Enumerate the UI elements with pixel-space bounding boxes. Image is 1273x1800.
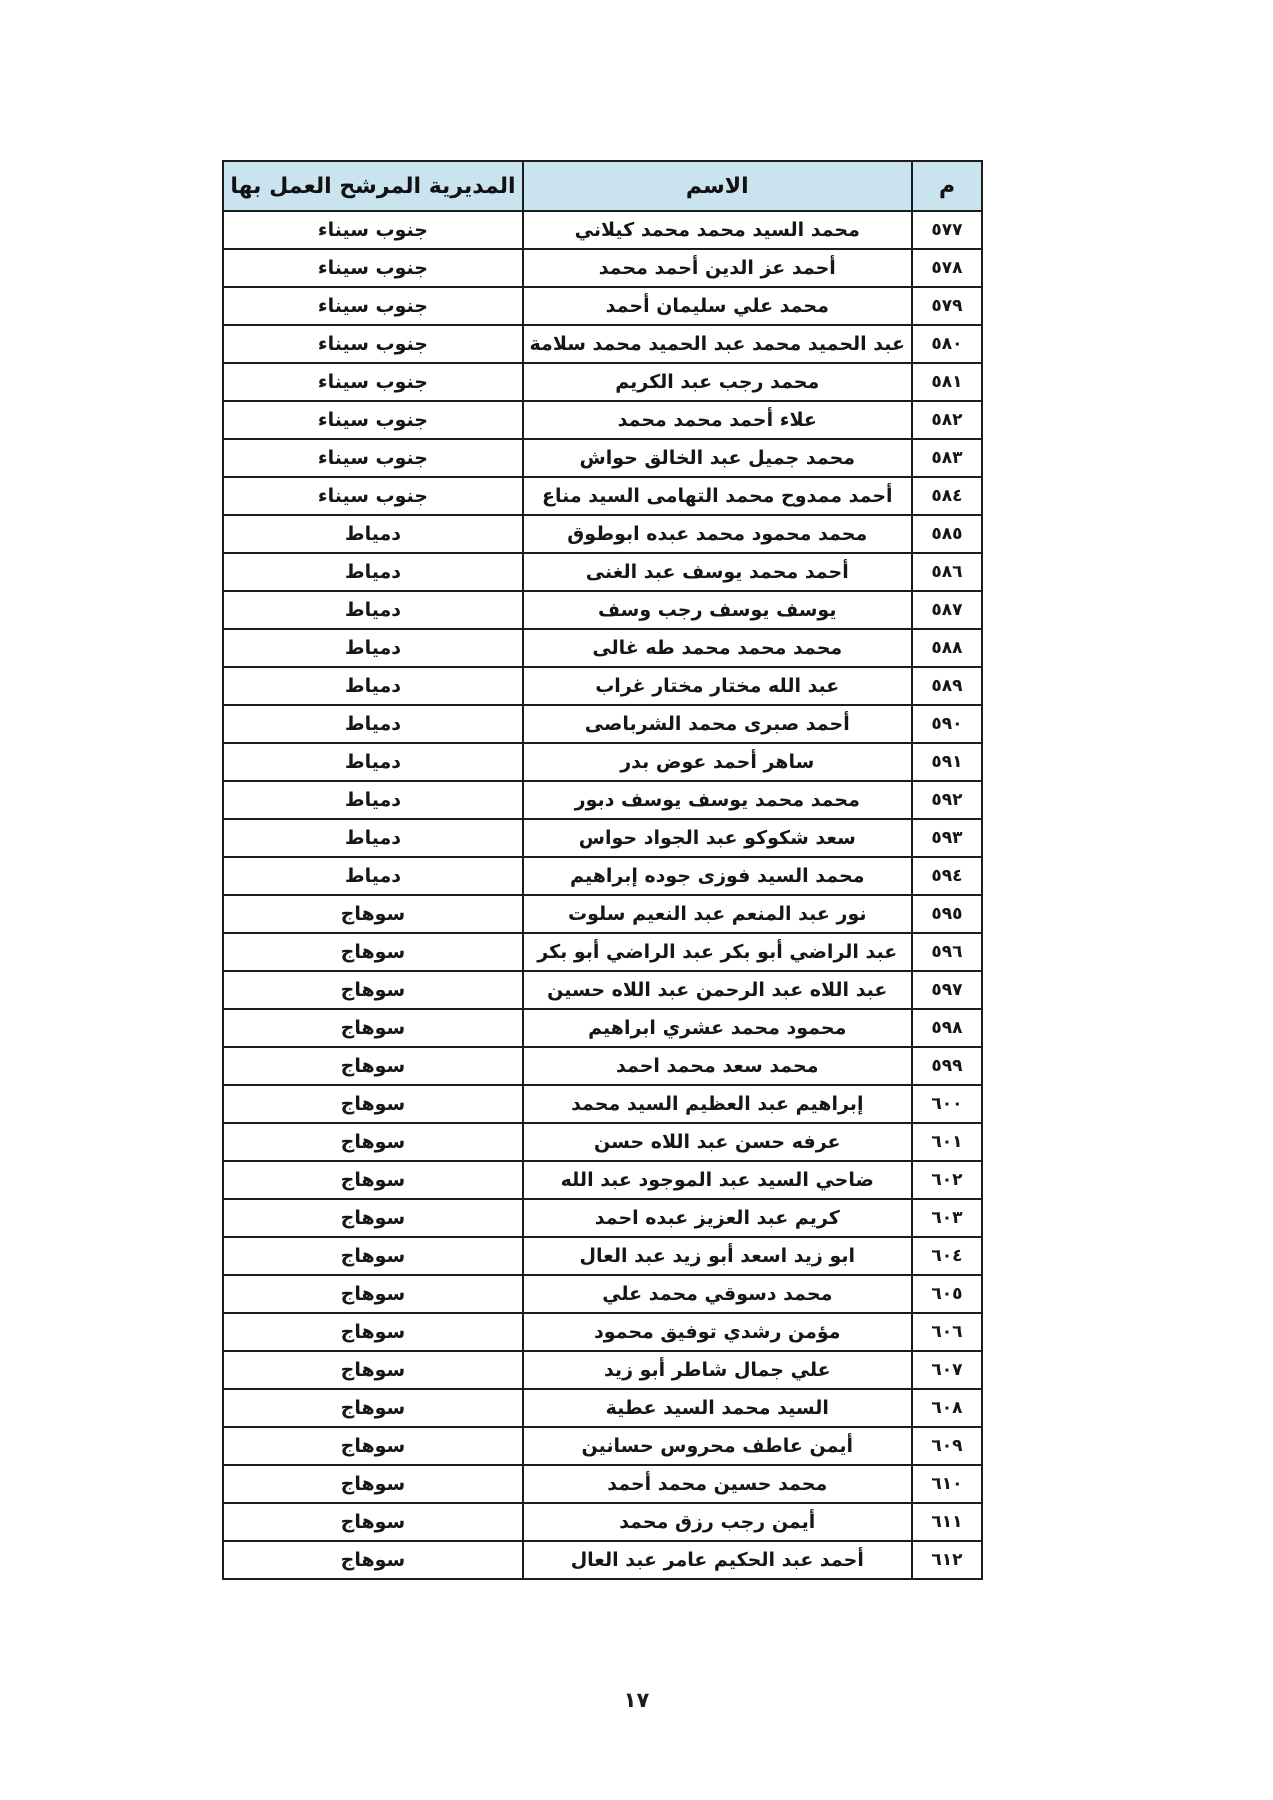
- table-row: [223, 781, 982, 819]
- directorate-cell: سوهاج: [223, 1199, 522, 1237]
- name-cell: ضاحي السيد عبد الموجود عبد الله: [523, 1161, 912, 1199]
- table-row: [223, 971, 982, 1009]
- serial-cell: ٥٨٦: [912, 553, 982, 591]
- header-directorate: المديرية المرشح العمل بها: [223, 161, 522, 211]
- name-cell: محمد حسين محمد أحمد: [523, 1465, 912, 1503]
- directorate-cell: جنوب سيناء: [223, 401, 522, 439]
- name-cell: علي جمال شاطر أبو زيد: [523, 1351, 912, 1389]
- table-row: [223, 1351, 982, 1389]
- name-cell: عبد الله مختار مختار غراب: [523, 667, 912, 705]
- directorate-cell: سوهاج: [223, 1503, 522, 1541]
- name-cell: أيمن عاطف محروس حسانين: [523, 1427, 912, 1465]
- table-row: [223, 933, 982, 971]
- table-row: [223, 249, 982, 287]
- table-row: [223, 363, 982, 401]
- name-cell: أيمن رجب رزق محمد: [523, 1503, 912, 1541]
- table-row: [223, 515, 982, 553]
- table-row: [223, 1009, 982, 1047]
- directorate-cell: دمياط: [223, 629, 522, 667]
- directorate-cell: سوهاج: [223, 1009, 522, 1047]
- serial-cell: ٦٠٩: [912, 1427, 982, 1465]
- directorate-cell: دمياط: [223, 819, 522, 857]
- serial-cell: ٥٧٨: [912, 249, 982, 287]
- name-cell: كريم عبد العزيز عبده احمد: [523, 1199, 912, 1237]
- table-row: [223, 1085, 982, 1123]
- name-cell: إبراهيم عبد العظيم السيد محمد: [523, 1085, 912, 1123]
- serial-cell: ٥٨٧: [912, 591, 982, 629]
- name-cell: السيد محمد السيد عطية: [523, 1389, 912, 1427]
- name-cell: عرفه حسن عبد اللاه حسن: [523, 1123, 912, 1161]
- table-row: [223, 401, 982, 439]
- page-number: ١٧: [623, 1688, 650, 1712]
- table-row: [223, 895, 982, 933]
- serial-cell: ٥٩٠: [912, 705, 982, 743]
- serial-cell: ٦١٠: [912, 1465, 982, 1503]
- serial-cell: ٥٩٩: [912, 1047, 982, 1085]
- serial-cell: ٥٨٠: [912, 325, 982, 363]
- name-cell: نور عبد المنعم عبد النعيم سلوت: [523, 895, 912, 933]
- table-row: [223, 1275, 982, 1313]
- table-row: [223, 1237, 982, 1275]
- serial-cell: ٥٩٤: [912, 857, 982, 895]
- name-cell: محمد السيد فوزى جوده إبراهيم: [523, 857, 912, 895]
- name-cell: علاء أحمد محمد محمد: [523, 401, 912, 439]
- name-cell: سعد شكوكو عبد الجواد حواس: [523, 819, 912, 857]
- table-row: [223, 667, 982, 705]
- directorate-cell: سوهاج: [223, 1085, 522, 1123]
- serial-cell: ٦٠٥: [912, 1275, 982, 1313]
- name-cell: محمد سعد محمد احمد: [523, 1047, 912, 1085]
- name-cell: عبد الحميد محمد عبد الحميد محمد سلامة: [523, 325, 912, 363]
- candidates-table-body: [223, 211, 982, 1579]
- name-cell: محمد رجب عبد الكريم: [523, 363, 912, 401]
- serial-cell: ٦١٢: [912, 1541, 982, 1579]
- name-cell: أحمد محمد يوسف عبد الغنى: [523, 553, 912, 591]
- serial-cell: ٥٩٧: [912, 971, 982, 1009]
- serial-cell: ٥٩٥: [912, 895, 982, 933]
- directorate-cell: سوهاج: [223, 1465, 522, 1503]
- table-row: [223, 553, 982, 591]
- table-row: [223, 1465, 982, 1503]
- table-row: [223, 287, 982, 325]
- directorate-cell: جنوب سيناء: [223, 325, 522, 363]
- table-row: [223, 1161, 982, 1199]
- directorate-cell: سوهاج: [223, 1047, 522, 1085]
- name-cell: محمد علي سليمان أحمد: [523, 287, 912, 325]
- header-serial: م: [912, 161, 982, 211]
- directorate-cell: سوهاج: [223, 1313, 522, 1351]
- table-row: [223, 211, 982, 249]
- directorate-cell: دمياط: [223, 781, 522, 819]
- serial-cell: ٦٠٣: [912, 1199, 982, 1237]
- serial-cell: ٥٨٤: [912, 477, 982, 515]
- name-cell: محمد محمد محمد طه غالى: [523, 629, 912, 667]
- serial-cell: ٥٧٩: [912, 287, 982, 325]
- table-row: [223, 591, 982, 629]
- table-row: [223, 1427, 982, 1465]
- serial-cell: ٦٠١: [912, 1123, 982, 1161]
- table-row: [223, 705, 982, 743]
- table-row: [223, 1047, 982, 1085]
- directorate-cell: دمياط: [223, 857, 522, 895]
- serial-cell: ٦٠٠: [912, 1085, 982, 1123]
- name-cell: محمد دسوقي محمد علي: [523, 1275, 912, 1313]
- directorate-cell: سوهاج: [223, 933, 522, 971]
- serial-cell: ٥٨١: [912, 363, 982, 401]
- directorate-cell: جنوب سيناء: [223, 477, 522, 515]
- serial-cell: ٥٩٦: [912, 933, 982, 971]
- serial-cell: ٥٩٨: [912, 1009, 982, 1047]
- directorate-cell: سوهاج: [223, 1123, 522, 1161]
- directorate-cell: سوهاج: [223, 1427, 522, 1465]
- directorate-cell: جنوب سيناء: [223, 439, 522, 477]
- directorate-cell: سوهاج: [223, 1161, 522, 1199]
- name-cell: عبد اللاه عبد الرحمن عبد اللاه حسين: [523, 971, 912, 1009]
- table-row: [223, 1123, 982, 1161]
- table-row: [223, 743, 982, 781]
- name-cell: عبد الراضي أبو بكر عبد الراضي أبو بكر: [523, 933, 912, 971]
- name-cell: محمد السيد محمد محمد كيلاني: [523, 211, 912, 249]
- table-row: [223, 1313, 982, 1351]
- directorate-cell: سوهاج: [223, 895, 522, 933]
- serial-cell: ٥٨٩: [912, 667, 982, 705]
- name-cell: محمد محمد يوسف يوسف دبور: [523, 781, 912, 819]
- table-row: [223, 629, 982, 667]
- serial-cell: ٥٨٨: [912, 629, 982, 667]
- header-name: الاسم: [523, 161, 912, 211]
- serial-cell: ٦٠٤: [912, 1237, 982, 1275]
- directorate-cell: جنوب سيناء: [223, 363, 522, 401]
- name-cell: مؤمن رشدي توفيق محمود: [523, 1313, 912, 1351]
- candidates-table: [222, 160, 983, 1580]
- name-cell: أحمد صبرى محمد الشرباصى: [523, 705, 912, 743]
- name-cell: محمود محمد عشري ابراهيم: [523, 1009, 912, 1047]
- directorate-cell: سوهاج: [223, 1389, 522, 1427]
- name-cell: أحمد ممدوح محمد التهامى السيد مناع: [523, 477, 912, 515]
- directorate-cell: سوهاج: [223, 1275, 522, 1313]
- serial-cell: ٥٨٥: [912, 515, 982, 553]
- directorate-cell: دمياط: [223, 591, 522, 629]
- directorate-cell: دمياط: [223, 553, 522, 591]
- serial-cell: ٥٧٧: [912, 211, 982, 249]
- candidates-table-container: [222, 160, 983, 1580]
- serial-cell: ٥٨٢: [912, 401, 982, 439]
- serial-cell: ٦٠٨: [912, 1389, 982, 1427]
- table-row: [223, 1199, 982, 1237]
- directorate-cell: جنوب سيناء: [223, 211, 522, 249]
- table-row: [223, 857, 982, 895]
- serial-cell: ٥٩٢: [912, 781, 982, 819]
- name-cell: محمد محمود محمد عبده ابوطوق: [523, 515, 912, 553]
- directorate-cell: سوهاج: [223, 1237, 522, 1275]
- name-cell: يوسف يوسف رجب وسف: [523, 591, 912, 629]
- directorate-cell: دمياط: [223, 743, 522, 781]
- table-row: [223, 325, 982, 363]
- directorate-cell: جنوب سيناء: [223, 249, 522, 287]
- directorate-cell: سوهاج: [223, 1541, 522, 1579]
- table-row: [223, 819, 982, 857]
- directorate-cell: دمياط: [223, 667, 522, 705]
- table-header-row: [223, 161, 982, 211]
- serial-cell: ٥٩١: [912, 743, 982, 781]
- serial-cell: ٦١١: [912, 1503, 982, 1541]
- directorate-cell: دمياط: [223, 705, 522, 743]
- name-cell: ابو زيد اسعد أبو زيد عبد العال: [523, 1237, 912, 1275]
- directorate-cell: سوهاج: [223, 1351, 522, 1389]
- directorate-cell: دمياط: [223, 515, 522, 553]
- table-row: [223, 477, 982, 515]
- directorate-cell: جنوب سيناء: [223, 287, 522, 325]
- serial-cell: ٦٠٦: [912, 1313, 982, 1351]
- table-row: [223, 1503, 982, 1541]
- name-cell: ساهر أحمد عوض بدر: [523, 743, 912, 781]
- name-cell: أحمد عز الدين أحمد محمد: [523, 249, 912, 287]
- serial-cell: ٦٠٢: [912, 1161, 982, 1199]
- serial-cell: ٦٠٧: [912, 1351, 982, 1389]
- name-cell: أحمد عبد الحكيم عامر عبد العال: [523, 1541, 912, 1579]
- table-row: [223, 1389, 982, 1427]
- table-row: [223, 1541, 982, 1579]
- serial-cell: ٥٩٣: [912, 819, 982, 857]
- serial-cell: ٥٨٣: [912, 439, 982, 477]
- table-row: [223, 439, 982, 477]
- name-cell: محمد جميل عبد الخالق حواش: [523, 439, 912, 477]
- directorate-cell: سوهاج: [223, 971, 522, 1009]
